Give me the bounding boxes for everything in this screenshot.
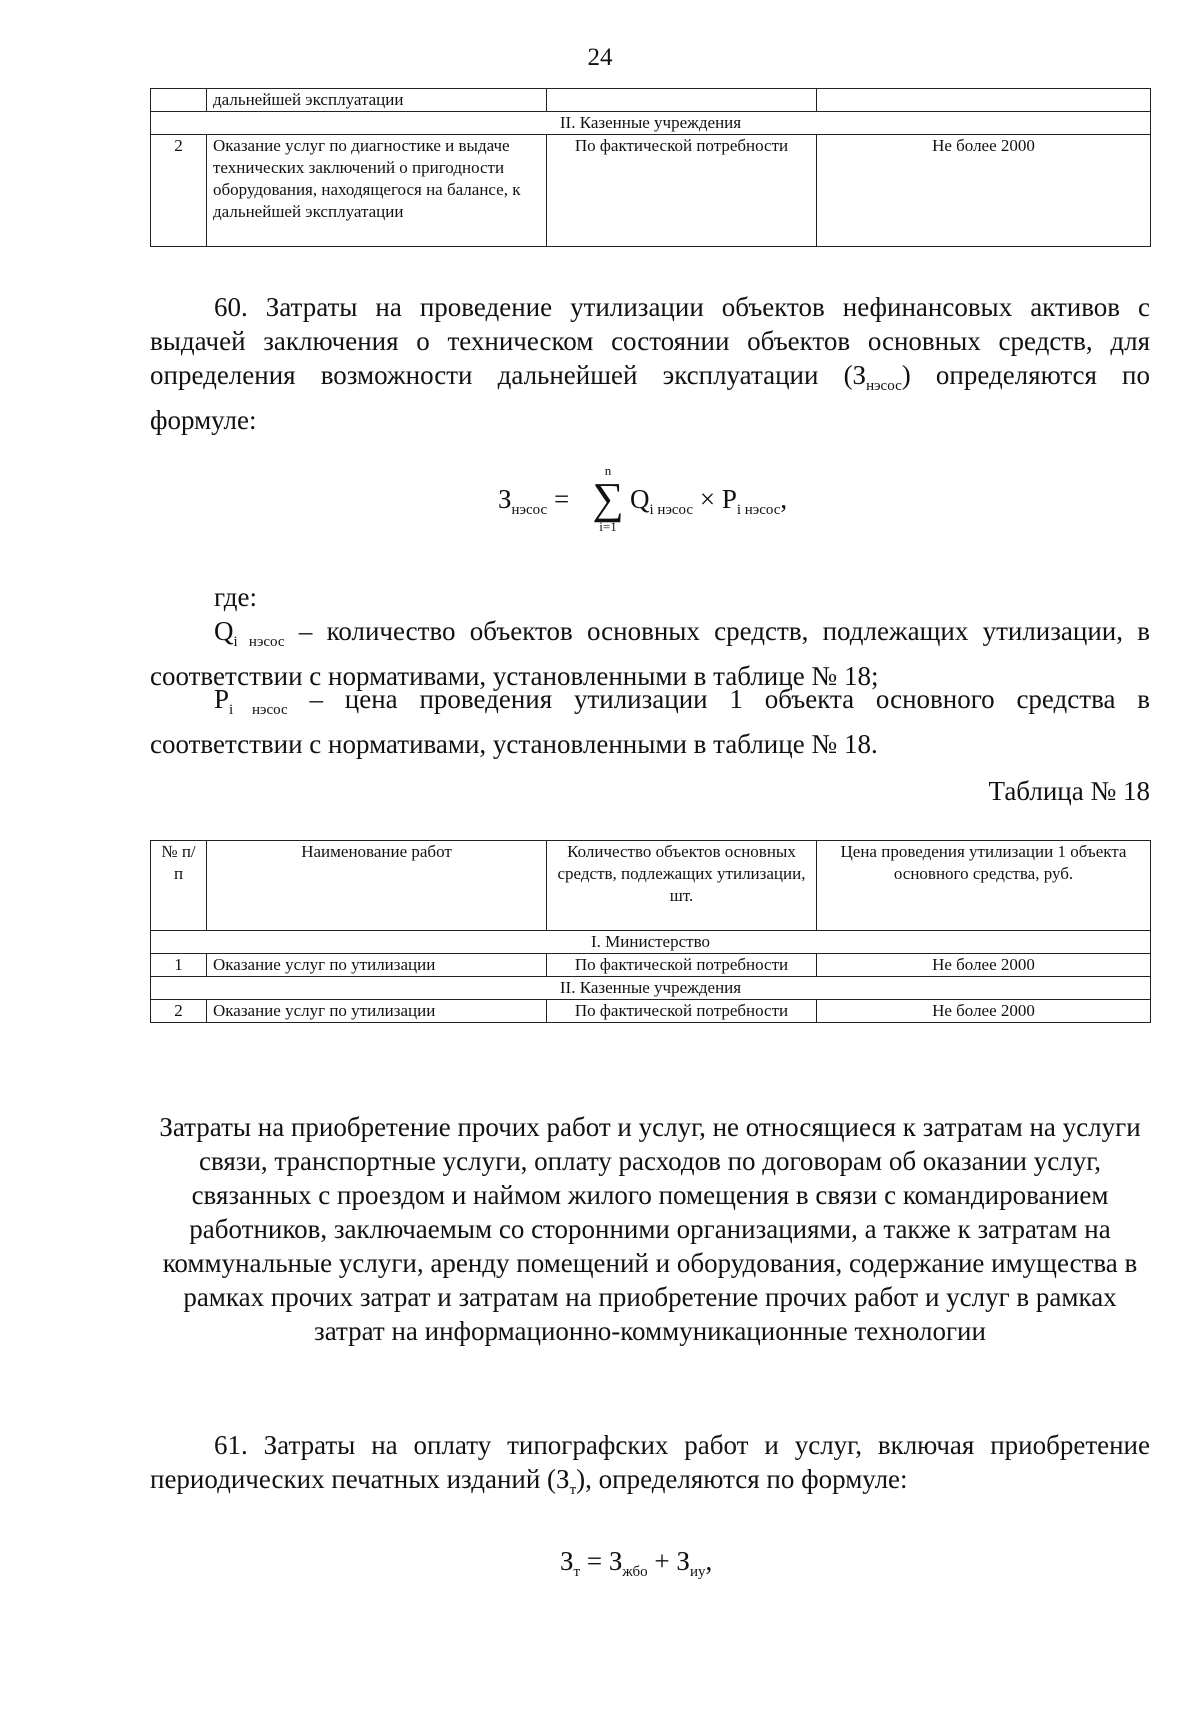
- formula-utilization-rhs: $Q_{i нэсос} \times P_{i нэсос}$,: [630, 484, 788, 518]
- header-num: № п/п: [151, 841, 207, 931]
- cell-price: Не более 2000: [817, 954, 1151, 977]
- cell-qty: [547, 89, 817, 112]
- page-number: 24: [587, 44, 613, 71]
- table-section-row: [151, 931, 1151, 954]
- table-row: [151, 135, 1151, 247]
- cell-price: Не более 2000: [817, 135, 1151, 247]
- cell-name: Оказание услуг по утилизации: [207, 1000, 547, 1023]
- paragraph-61: 61. Затраты на оплату типографских работ и услуг, включая приобретение периодических печатных изданий $(З_т)$, определяются по формуле:: [150, 1430, 1150, 1498]
- table-header-row: [151, 841, 1151, 931]
- header-qty: Количество объектов основных средств, подлежащих утилизации, шт.: [547, 841, 817, 931]
- cell-num: 1: [151, 954, 207, 977]
- section-heading: Затраты на приобретение прочих работ и услуг, не относящиеся к затратам на услуги связи, транспортные услуги, оплату расходов по договорам об оказании услуг, связанных с проездом и наймом жилого помещения в связи с командированием работников, заключаемым со сторонними организациями, а также к затратам на коммунальные услуги, аренду помещений и оборудования, содержание имущества в рамках прочих затрат и затратам на приобретение прочих работ и услуг в рамках затрат на информационно-коммуникационные технологии: [159, 1112, 1141, 1346]
- section-label: II. Казенные учреждения: [151, 112, 1151, 135]
- definition-q: $Q_{i нэсос}$ – количество объектов основных средств, подлежащих утилизации, в соответствии с нормативами, установленными в таблице № 18;: [150, 616, 1150, 691]
- table-row: [151, 89, 1151, 112]
- cell-qty: По фактической потребности: [547, 135, 817, 247]
- paragraph-60: 60. Затраты на проведение утилизации объектов нефинансовых активов с выдачей заключения о техническом состоянии объектов основных средств, для определения возможности дальнейшей эксплуатации $(З_{нэсос})$ определяются по формуле:: [150, 292, 1150, 435]
- sum-symbol: n ∑ i=1: [592, 463, 624, 534]
- table-continued: [150, 88, 1151, 247]
- header-price: Цена проведения утилизации 1 объекта основного средства, руб.: [817, 841, 1151, 931]
- table-row: [151, 954, 1151, 977]
- cell-qty: По фактической потребности: [547, 954, 817, 977]
- cell-num: 2: [151, 135, 207, 247]
- table-section-row: [151, 977, 1151, 1000]
- section-label: II. Казенные учреждения: [151, 977, 1151, 1000]
- cell-num: 2: [151, 1000, 207, 1023]
- table-row: [151, 1000, 1151, 1023]
- where-label: где:: [214, 582, 257, 612]
- section-label: I. Министерство: [151, 931, 1151, 954]
- formula-utilization: $З_{нэсос}$ =: [498, 484, 570, 518]
- table-18-caption: Таблица № 18: [988, 776, 1150, 806]
- cell-price: [817, 89, 1151, 112]
- cell-name: Оказание услуг по диагностике и выдаче технических заключений о пригодности оборудования, находящегося на балансе, к дальнейшей эксплуатации: [207, 135, 547, 247]
- cell-name: дальнейшей эксплуатации: [207, 89, 547, 112]
- table-section-row: [151, 112, 1151, 135]
- table-18: [150, 840, 1151, 1023]
- cell-qty: По фактической потребности: [547, 1000, 817, 1023]
- cell-num: [151, 89, 207, 112]
- cell-price: Не более 2000: [817, 1000, 1151, 1023]
- header-name: Наименование работ: [207, 841, 547, 931]
- definition-p: $P_{i нэсос}$ – цена проведения утилизации 1 объекта основного средства в соответствии с нормативами, установленными в таблице № 18.: [150, 684, 1151, 759]
- formula-printing: $З_т = З_{жбо} + З_{иу}$,: [560, 1546, 713, 1580]
- cell-name: Оказание услуг по утилизации: [207, 954, 547, 977]
